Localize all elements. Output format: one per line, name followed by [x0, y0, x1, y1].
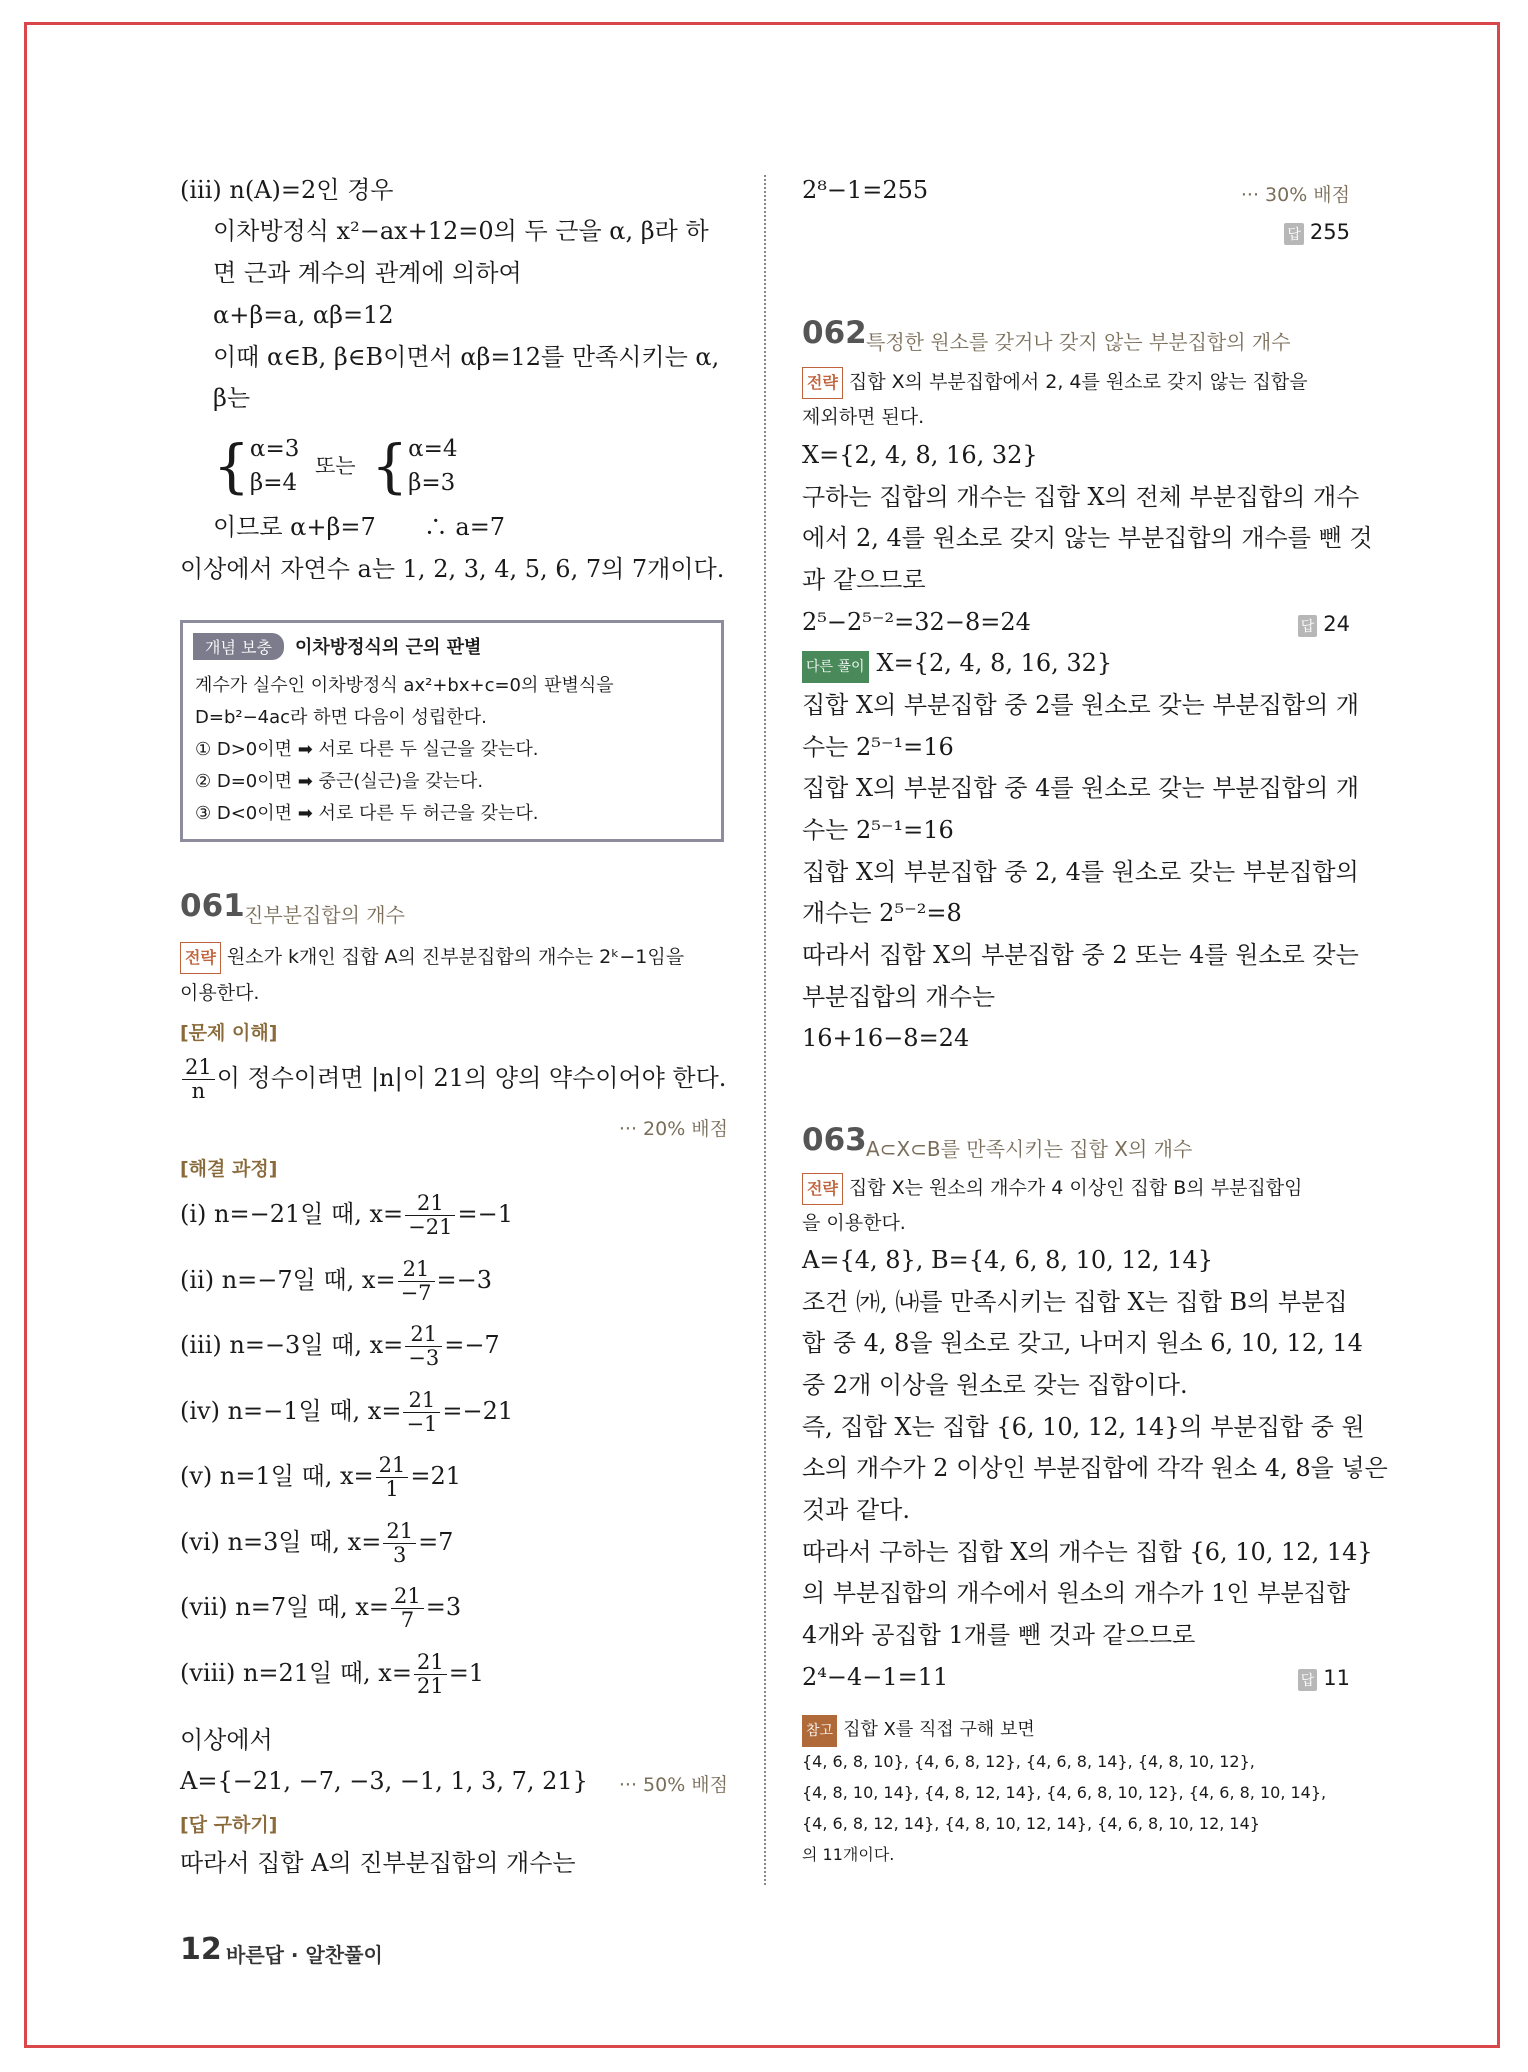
concept-line: D=b²−4ac라 하면 다음이 성립한다. [195, 707, 487, 728]
fraction-numerator: 21 [414, 1651, 447, 1675]
case-prefix: (ⅲ) n=−3일 때, x= [180, 1331, 404, 1359]
system-equation: α=3 [249, 436, 300, 462]
fraction-numerator: 21 [391, 1585, 424, 1609]
problem-title: 진부분집합의 개수 [244, 903, 405, 927]
text-line: A={−21, −7, −3, −1, 1, 3, 7, 21} [180, 1767, 588, 1795]
note-line: 의 11개이다. [802, 1845, 895, 1864]
text-line: 즉, 집합 X는 집합 {6, 10, 12, 14}의 부분집합 중 원 [802, 1413, 1365, 1441]
concept-tag: 개념 보충 [193, 633, 284, 660]
strategy-line [802, 1173, 1302, 1205]
answer-value: 11 [1323, 1666, 1350, 1690]
problem-number: 061 [180, 888, 245, 924]
fraction-numerator: 21 [405, 1192, 455, 1216]
concept-line: ① D>0이면 ➡ 서로 다른 두 실근을 갖는다. [195, 739, 539, 760]
concept-line: ③ D<0이면 ➡ 서로 다른 두 허근을 갖는다. [195, 803, 539, 824]
text-line: 의 부분집합의 개수에서 원소의 개수가 1인 부분집합 [802, 1579, 1350, 1607]
case-result: =−3 [436, 1265, 493, 1294]
equation-system [213, 432, 458, 498]
case-line [180, 1387, 513, 1436]
case-prefix: (ⅰ) n=−21일 때, x= [180, 1200, 404, 1228]
concept-line: 계수가 실수인 이차방정식 ax²+bx+c=0의 판별식을 [195, 675, 614, 696]
case-line [180, 1452, 461, 1501]
fraction [403, 1389, 440, 1436]
text-line: 개수는 2⁵⁻²=8 [802, 899, 962, 927]
page-number: 12 [180, 1932, 222, 1967]
text-line: 이때 α∈B, β∈B이면서 αβ=12를 만족시키는 α, [213, 343, 720, 371]
step-label: [해결 과정] [180, 1158, 278, 1180]
answer-value: 255 [1309, 220, 1350, 244]
footer-title: 바른답 · 알찬풀이 [226, 1943, 383, 1967]
fraction [405, 1323, 442, 1370]
strategy-line: 을 이용한다. [802, 1212, 906, 1234]
text-line: 과 같으므로 [802, 566, 926, 594]
fraction-denominator: n [191, 1079, 206, 1103]
fraction [391, 1585, 424, 1632]
column-divider [764, 175, 766, 1885]
case-result: =1 [448, 1658, 485, 1687]
system-equation: β=3 [408, 470, 456, 496]
text-line: 중 2개 이상을 원소로 갖는 집합이다. [802, 1371, 1188, 1399]
fraction-numerator: 21 [376, 1454, 409, 1478]
note-line: {4, 6, 8, 12, 14}, {4, 8, 10, 12, 14}, {4, 6, 8, 10, 12, 14} [802, 1814, 1260, 1833]
text-line: 수는 2⁵⁻¹=16 [802, 733, 954, 761]
note-tag: 참고 [802, 1715, 837, 1747]
text-line: 집합 X의 부분집합 중 2, 4를 원소로 갖는 부분집합의 [802, 858, 1359, 886]
strategy-tag: 전략 [802, 367, 843, 399]
case-line [180, 1518, 453, 1567]
text-line: 소의 개수가 2 이상인 부분집합에 각각 원소 4, 8을 넣은 [802, 1454, 1388, 1482]
case-prefix: (ⅵ) n=3일 때, x= [180, 1527, 382, 1556]
strategy-text: 원소가 k개인 집합 A의 진부분집합의 개수는 2ᵏ−1임을 [226, 946, 685, 968]
fraction-numerator: 21 [405, 1323, 442, 1347]
text-line: β는 [213, 384, 251, 412]
strategy-line: 이용한다. [180, 982, 260, 1004]
fraction-denominator: −1 [406, 1411, 438, 1436]
case-line [180, 1256, 492, 1305]
answer-value: 24 [1323, 612, 1350, 636]
text-line: 것과 같다. [802, 1496, 910, 1524]
case-prefix: (ⅷ) n=21일 때, x= [180, 1658, 412, 1687]
case-result: =3 [425, 1593, 462, 1621]
text-line: (ⅲ) n(A)=2인 경우 [180, 176, 394, 204]
fraction-numerator: 21 [403, 1389, 440, 1413]
fraction [182, 1056, 215, 1103]
text-line: 2⁸−1=255 [802, 176, 929, 204]
note-text: 집합 X를 직접 구해 보면 [843, 1719, 1035, 1740]
fraction-denominator: −7 [400, 1280, 432, 1305]
system-equation: α=4 [408, 436, 458, 462]
case-result: =21 [410, 1462, 462, 1490]
case-result: =−7 [444, 1331, 500, 1359]
note-line [802, 1715, 1035, 1747]
text-line: 집합 X의 부분집합 중 2를 원소로 갖는 부분집합의 개 [802, 691, 1360, 719]
text-line: 조건 ㈎, ㈏를 만족시키는 집합 X는 집합 B의 부분집 [802, 1288, 1348, 1316]
alt-solution-text: X={2, 4, 8, 16, 32} [876, 649, 1113, 677]
problem-title: A⊂X⊂B를 만족시키는 집합 X의 개수 [866, 1137, 1193, 1161]
or-text: 또는 [314, 454, 356, 478]
fraction [405, 1192, 455, 1239]
text-line: 에서 2, 4를 원소로 갖지 않는 부분집합의 개수를 뺀 것 [802, 524, 1373, 552]
points-badge: ··· 50% 배점 [618, 1774, 728, 1796]
case-line [180, 1583, 461, 1632]
alt-solution-tag: 다른 풀이 [802, 651, 869, 683]
text-line: α+β=a, αβ=12 [213, 301, 394, 329]
concept-title: 이차방정식의 근의 판별 [295, 637, 482, 658]
fraction-numerator: 21 [398, 1258, 435, 1282]
fraction [398, 1258, 435, 1305]
text-line: 2⁴−4−1=11 [802, 1663, 949, 1691]
case-line [180, 1190, 513, 1239]
text-line: 면 근과 계수의 관계에 의하여 [213, 259, 522, 287]
fraction-numerator: 21 [182, 1056, 215, 1080]
text-line: 이차방정식 x²−ax+12=0의 두 근을 α, β라 하 [213, 217, 709, 245]
case-line [180, 1649, 484, 1698]
note-line: {4, 8, 10, 14}, {4, 8, 12, 14}, {4, 6, 8, 10, 12}, {4, 6, 8, 10, 14}, [802, 1783, 1327, 1802]
points-badge: ··· 30% 배점 [1240, 184, 1350, 206]
strategy-line [180, 942, 684, 974]
understand-line [180, 1054, 726, 1103]
left-brace: { [213, 432, 250, 500]
case-line [180, 1321, 500, 1370]
text-line: 부분집합의 개수는 [802, 983, 996, 1011]
understand-text: 이 정수이려면 |n|이 21의 양의 약수이어야 한다. [216, 1064, 727, 1092]
case-prefix: (ⅱ) n=−7일 때, x= [180, 1265, 396, 1294]
text-line: 따라서 구하는 집합 X의 개수는 집합 {6, 10, 12, 14} [802, 1538, 1373, 1566]
alt-solution-line [802, 648, 1112, 683]
problem-number: 062 [802, 315, 867, 351]
answer-badge [1284, 220, 1350, 245]
fraction-denominator: 3 [393, 1542, 407, 1567]
fraction-denominator: 1 [385, 1477, 399, 1501]
fraction-denominator: 7 [400, 1608, 415, 1632]
answer-tag: 답 [1298, 1669, 1318, 1691]
text-line: 2⁵−2⁵⁻²=32−8=24 [802, 608, 1031, 636]
case-prefix: (ⅳ) n=−1일 때, x= [180, 1396, 402, 1425]
text-line: 집합 X의 부분집합 중 4를 원소로 갖는 부분집합의 개 [802, 774, 1360, 802]
problem-title: 특정한 원소를 갖거나 갖지 않는 부분집합의 개수 [866, 330, 1291, 354]
strategy-tag: 전략 [802, 1173, 843, 1205]
answer-tag: 답 [1298, 615, 1318, 637]
fraction-denominator: 21 [416, 1673, 444, 1698]
case-result: =−21 [442, 1396, 514, 1425]
fraction-denominator: −21 [408, 1215, 453, 1239]
answer-badge [1298, 1666, 1350, 1691]
strategy-tag: 전략 [180, 942, 221, 974]
text-line: 따라서 집합 A의 진부분집합의 개수는 [180, 1849, 576, 1877]
system-equation: β=4 [249, 470, 298, 496]
fraction [376, 1454, 409, 1501]
text-line: 이상에서 [180, 1726, 273, 1754]
text-line: 4개와 공집합 1개를 뺀 것과 같으므로 [802, 1621, 1196, 1649]
fraction [414, 1651, 447, 1698]
step-label: [답 구하기] [180, 1814, 278, 1836]
strategy-line: 제외하면 된다. [802, 406, 925, 428]
points-badge: ··· 20% 배점 [618, 1118, 728, 1140]
strategy-text: 집합 X의 부분집합에서 2, 4를 원소로 갖지 않는 집합을 [848, 371, 1308, 393]
text-line: A={4, 8}, B={4, 6, 8, 10, 12, 14} [802, 1246, 1214, 1274]
case-result: =−1 [457, 1200, 513, 1228]
case-prefix: (ⅴ) n=1일 때, x= [180, 1462, 374, 1490]
strategy-text: 집합 X는 원소의 개수가 4 이상인 집합 B의 부분집합임 [848, 1177, 1303, 1199]
answer-badge [1298, 612, 1350, 637]
text-line: 따라서 집합 X의 부분집합 중 2 또는 4를 원소로 갖는 [802, 941, 1359, 969]
concept-box [180, 620, 724, 842]
note-line: {4, 6, 8, 10}, {4, 6, 8, 12}, {4, 6, 8, 14}, {4, 8, 10, 12}, [802, 1752, 1255, 1771]
text-line: 16+16−8=24 [802, 1024, 970, 1052]
strategy-line [802, 367, 1308, 399]
fraction-denominator: −3 [408, 1346, 440, 1370]
case-prefix: (ⅶ) n=7일 때, x= [180, 1593, 390, 1621]
step-label: [문제 이해] [180, 1022, 278, 1044]
fraction [383, 1520, 416, 1567]
case-result: =7 [418, 1527, 454, 1556]
text-line: 이상에서 자연수 a는 1, 2, 3, 4, 5, 6, 7의 7개이다. [180, 555, 725, 583]
text-line: 합 중 4, 8을 원소로 갖고, 나머지 원소 6, 10, 12, 14 [802, 1329, 1363, 1357]
answer-tag: 답 [1284, 223, 1304, 245]
text-line: 구하는 집합의 개수는 집합 X의 전체 부분집합의 개수 [802, 483, 1360, 511]
fraction-numerator: 21 [383, 1520, 416, 1544]
problem-number: 063 [802, 1122, 867, 1158]
text-line: 수는 2⁵⁻¹=16 [802, 816, 954, 844]
concept-line: ② D=0이면 ➡ 중근(실근)을 갖는다. [195, 771, 484, 792]
text-line: 이므로 α+β=7 ∴ a=7 [213, 513, 506, 541]
left-brace: { [371, 432, 409, 500]
text-line: X={2, 4, 8, 16, 32} [802, 441, 1038, 469]
